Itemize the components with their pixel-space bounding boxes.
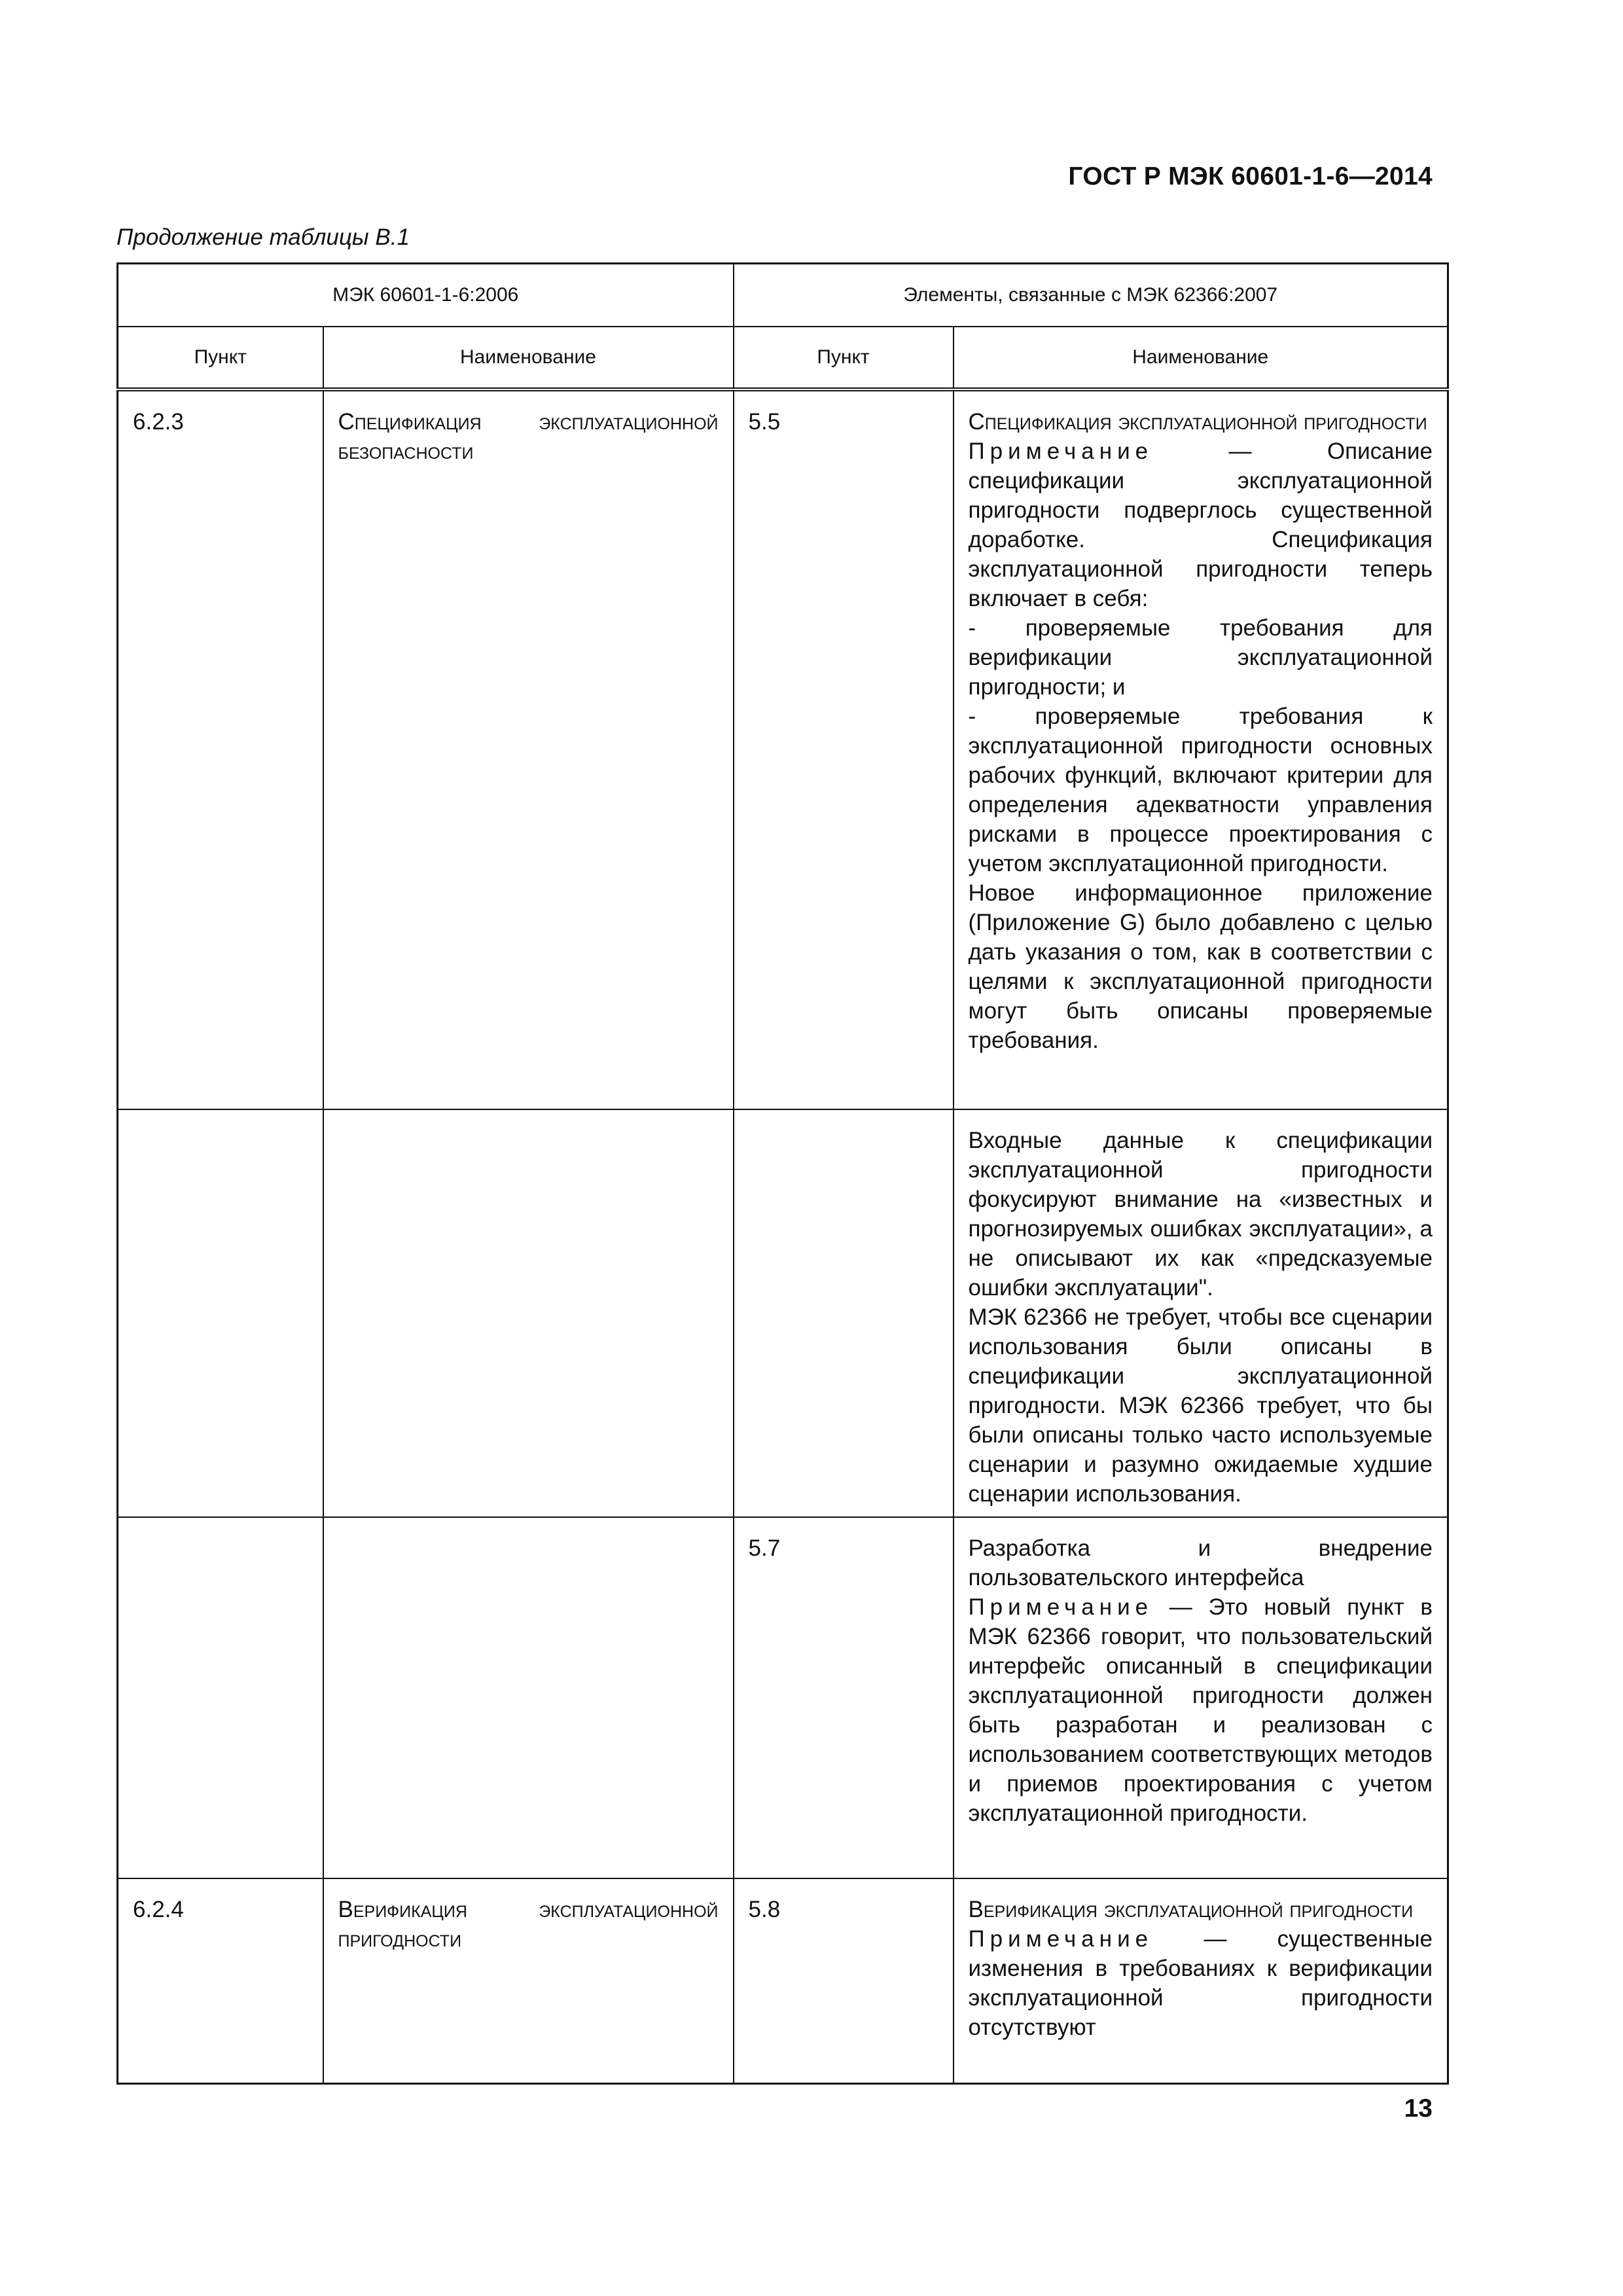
item-title: Разработка и внедрение пользовательского интерфейса xyxy=(968,1535,1433,1590)
paragraph: Новое информационное приложение (Приложение G) было добавлено с целью дать указания о том, как в соответствии с целями к эксплуатационной пригодности могут быть описаны проверяемые требования. xyxy=(968,880,1433,1053)
note xyxy=(969,1924,1433,2042)
description-cell xyxy=(954,1109,1448,1517)
clause-cell xyxy=(118,1517,323,1878)
correspondence-table xyxy=(116,262,1449,2085)
standard-code: ГОСТ Р МЭК 60601-1-6—2014 xyxy=(1068,162,1433,190)
description-cell xyxy=(954,1517,1448,1878)
note-text: — существенные изменения в требованиях к верификации эксплуатационной пригодности отсутствуют xyxy=(968,1926,1433,2040)
clause-cell: 6.2.4 xyxy=(118,1878,323,2084)
bullet-item: - проверяемые требования для верификации эксплуатационной пригодности; и xyxy=(968,615,1433,700)
paragraph: МЭК 62366 не требует, чтобы все сценарии использования были описаны в спецификации эксплуатационной пригодности. МЭК 62366 требует, что бы были описаны только часто используемые сценарии и разумно ожидаемые худшие сценарии использования. xyxy=(968,1304,1433,1507)
clause-cell xyxy=(734,1109,954,1517)
name-cell xyxy=(323,1109,734,1517)
note-label: Примечание xyxy=(968,1926,1154,1952)
column-header-name-2006: Наименование xyxy=(323,327,734,389)
clause-cell: 6.2.3 xyxy=(118,389,323,1109)
table-row xyxy=(118,1109,1448,1517)
clause-cell xyxy=(118,1109,323,1517)
column-header-name-62366: Наименование xyxy=(954,327,1448,389)
bullet-item: - проверяемые требования к эксплуатационной пригодности основных рабочих функций, включают критерии для определения адекватности управления рисками в процессе проектирования с учетом эксплуатационной пригодности. xyxy=(968,703,1433,876)
page-number: 13 xyxy=(1404,2094,1433,2123)
group-header-row xyxy=(118,264,1448,327)
column-header-row xyxy=(118,327,1448,389)
group-header-iec-60601: МЭК 60601-1-6:2006 xyxy=(118,264,734,327)
description-cell xyxy=(954,1878,1448,2084)
note xyxy=(969,437,1433,613)
clause-cell: 5.7 xyxy=(734,1517,954,1878)
item-title: Спецификация эксплуатационной пригодности xyxy=(968,408,1427,435)
name-cell: Спецификация эксплуатационной безопасности xyxy=(323,389,734,1109)
description-cell xyxy=(954,389,1448,1109)
paragraph: Входные данные к спецификации эксплуатационной пригодности фокусируют внимание на «известных и прогнозируемых ошибках эксплуатации», а не описывают их как «предсказуемые ошибки эксплуатации". xyxy=(968,1127,1433,1300)
group-header-iec-62366: Элементы, связанные с МЭК 62366:2007 xyxy=(734,264,1448,327)
note-text: — Это новый пункт в МЭК 62366 говорит, что пользовательский интерфейс описанный в спецификации эксплуатационной пригодности должен быть разработан и реализован с использованием соответствующих методов и приемов проектирования с учетом эксплуатационной пригодности. xyxy=(968,1594,1433,1826)
note-text: — Описание спецификации эксплуатационной пригодности подверглось существенной доработке. Спецификация эксплуатационной пригодности теперь включает в себя: xyxy=(968,438,1433,611)
table-row xyxy=(118,1517,1448,1878)
note xyxy=(969,1592,1433,1828)
table-row xyxy=(118,1878,1448,2084)
clause-cell: 5.5 xyxy=(734,389,954,1109)
clause-cell: 5.8 xyxy=(734,1878,954,2084)
column-header-clause-62366: Пункт xyxy=(734,327,954,389)
name-cell: Верификация эксплуатационной пригодности xyxy=(323,1878,734,2084)
table-row xyxy=(118,389,1448,1109)
item-title: Верификация эксплуатационной пригодности xyxy=(968,1896,1414,1922)
table-caption: Продолжение таблицы В.1 xyxy=(116,224,410,250)
note-label: Примечание xyxy=(968,438,1154,464)
note-label: Примечание xyxy=(968,1594,1154,1620)
name-cell xyxy=(323,1517,734,1878)
column-header-clause-2006: Пункт xyxy=(118,327,323,389)
